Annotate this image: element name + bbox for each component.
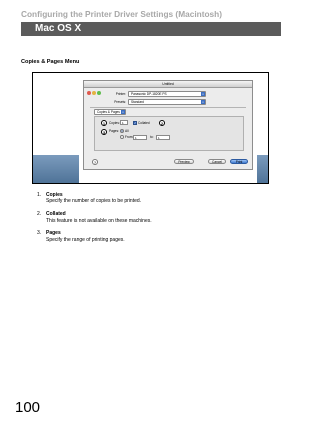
dialog-title: Untitled — [162, 81, 174, 86]
close-window-icon[interactable] — [87, 91, 91, 95]
pages-from-label: From: — [125, 135, 134, 139]
pages-range-radio[interactable] — [120, 135, 124, 139]
copies-input[interactable]: 1 — [120, 120, 128, 125]
presets-label: Presets: — [114, 100, 126, 104]
pane-menu-value: Copies & Pages — [97, 110, 120, 114]
item-number: 3. — [37, 230, 42, 237]
pages-all-label: All — [125, 129, 129, 133]
cancel-button[interactable]: Cancel — [208, 159, 226, 164]
help-icon[interactable]: ? — [93, 160, 97, 165]
item-description: Specify the range of printing pages. — [46, 236, 125, 243]
chevron-down-icon: ▾ — [122, 111, 124, 114]
section-heading: Copies & Pages Menu — [21, 59, 80, 65]
list-item — [37, 211, 277, 224]
pages-to-label: to: — [150, 135, 154, 139]
print-button[interactable]: Print — [230, 159, 248, 164]
os-section-label: Mac OS X — [35, 23, 82, 34]
callout-3: 3 — [102, 130, 106, 135]
zoom-window-icon[interactable] — [97, 91, 101, 95]
print-dialog — [83, 80, 253, 170]
item-title: Pages — [46, 230, 61, 237]
item-description: This feature is not available on these machines. — [46, 217, 152, 224]
chevron-down-icon: ▾ — [202, 101, 204, 104]
callout-2: 2 — [160, 121, 164, 126]
collated-checkbox[interactable]: ✓ — [134, 120, 137, 125]
printer-label: Printer: — [115, 92, 126, 96]
minimize-window-icon[interactable] — [92, 91, 96, 95]
pages-all-radio[interactable] — [120, 129, 124, 133]
pages-label: Pages: — [109, 129, 119, 133]
page-title: Configuring the Printer Driver Settings (Macintosh) — [21, 9, 222, 19]
copies-label: Copies: — [109, 121, 120, 125]
list-item — [37, 230, 277, 243]
pages-from-input[interactable]: 1 — [133, 135, 147, 140]
pane-menu-select[interactable] — [94, 109, 126, 115]
page-number: 100 — [15, 399, 41, 416]
item-number: 1. — [37, 192, 42, 198]
callout-1: 1 — [102, 121, 106, 126]
collated-label: Collated — [138, 121, 150, 125]
printer-select[interactable] — [128, 91, 206, 97]
item-description: Specify the number of copies to be printed. — [46, 198, 142, 205]
os-section-bar — [21, 22, 281, 36]
chevron-down-icon: ▾ — [202, 93, 204, 96]
preview-button[interactable]: Preview — [174, 159, 194, 164]
item-number: 2. — [37, 211, 42, 218]
item-title: Collated — [46, 211, 66, 218]
screenshot-frame — [32, 72, 269, 184]
list-item — [37, 192, 277, 205]
pages-to-input[interactable]: 1 — [156, 135, 170, 140]
desktop-background — [33, 73, 268, 183]
item-title: Copies — [46, 192, 63, 198]
presets-value: Standard — [131, 100, 144, 104]
dialog-divider — [90, 107, 246, 108]
dialog-titlebar — [84, 81, 252, 88]
presets-select[interactable] — [128, 99, 206, 105]
printer-value: Panasonic DP-1820E PS — [131, 92, 167, 96]
copies-pages-panel — [94, 116, 244, 151]
desktop-blue-left — [33, 155, 79, 183]
desktop-blue-right — [257, 155, 268, 183]
settings-list — [37, 192, 277, 250]
